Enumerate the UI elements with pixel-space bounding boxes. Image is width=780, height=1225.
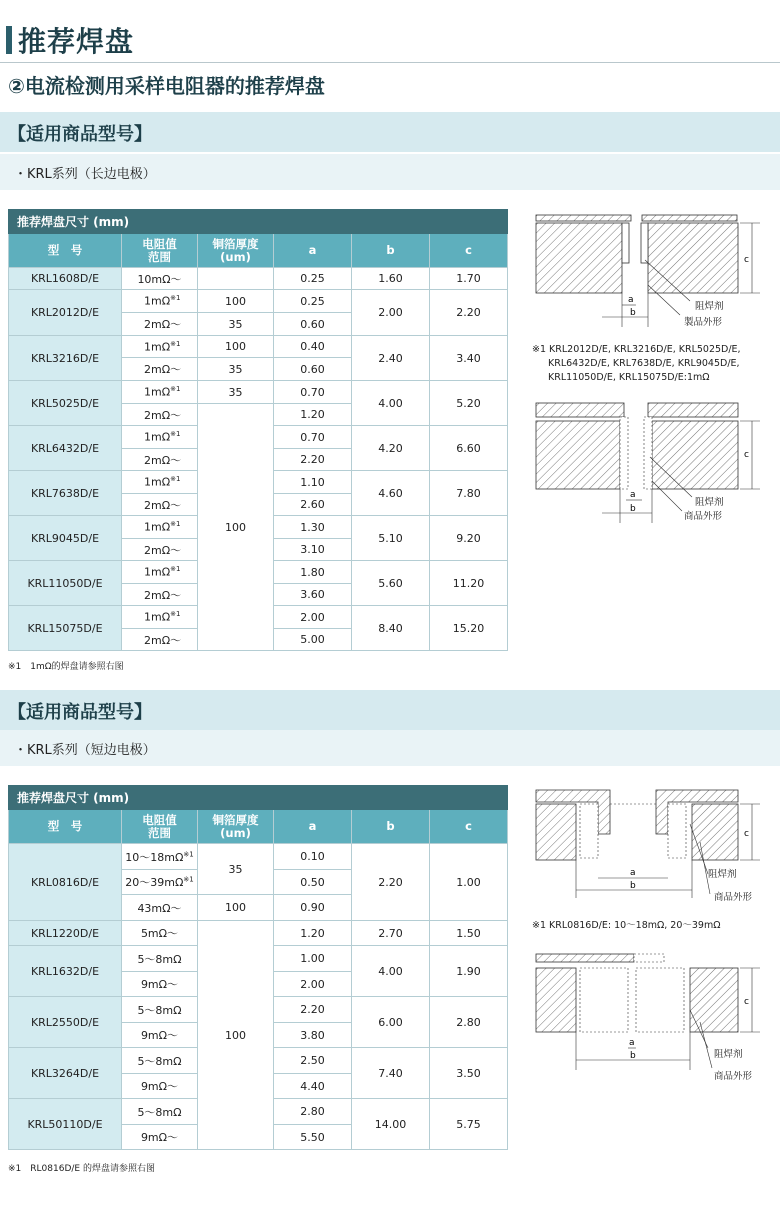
resistance-cell: $1m\Omega^{※1}$: [122, 471, 198, 494]
copper-cell: 100: [198, 895, 274, 921]
a-cell: 0.10: [274, 844, 352, 870]
b-cell: 5.10: [352, 516, 430, 561]
copper-cell: 100: [198, 404, 274, 651]
model-cell: KRL5025D/E: [9, 381, 122, 426]
copper-cell: 35: [198, 381, 274, 404]
resistance-cell: 9mΩ～: [122, 972, 198, 997]
resistance-cell: 5mΩ～: [122, 921, 198, 946]
c-cell: 5.75: [430, 1099, 508, 1150]
resistance-cell: 5～8mΩ: [122, 1048, 198, 1074]
outline-label: 商品外形: [714, 892, 753, 903]
resistance-cell: 2mΩ～: [122, 584, 198, 606]
footnote: ※1 1mΩ的焊盘请参照右图: [8, 662, 124, 672]
a-cell: 0.50: [274, 870, 352, 895]
model-cell: KRL50110D/E: [9, 1099, 122, 1150]
dim-b-label: b: [630, 1051, 636, 1061]
b-cell: 8.40: [352, 606, 430, 651]
header-b: b: [352, 234, 430, 268]
resistance-cell: $1m\Omega^{※1}$: [122, 336, 198, 358]
series-name: ・KRL系列（短边电极）: [14, 743, 156, 758]
copper-cell: 100: [198, 290, 274, 313]
resist-label: 阻焊剂: [695, 497, 724, 508]
resistance-cell: $1m\Omega^{※1}$: [122, 381, 198, 404]
a-cell: 2.00: [274, 606, 352, 629]
resistance-cell: 5～8mΩ: [122, 1099, 198, 1125]
c-cell: 1.50: [430, 921, 508, 946]
model-cell: KRL1220D/E: [9, 921, 122, 946]
diagram-note-line: ※1 KRL0816D/E: 10～18mΩ, 20～39mΩ: [532, 920, 721, 931]
a-cell: 0.90: [274, 895, 352, 921]
table-caption: 推荐焊盘尺寸 (mm): [9, 210, 508, 234]
outline-label: 製品外形: [684, 317, 723, 328]
resistance-cell: 9mΩ～: [122, 1023, 198, 1048]
c-cell: 15.20: [430, 606, 508, 651]
a-cell: 2.80: [274, 1099, 352, 1125]
pad-table-long: [8, 209, 508, 651]
b-cell: 4.60: [352, 471, 430, 516]
a-cell: 1.20: [274, 921, 352, 946]
header-resistance: 电阻值 范围: [122, 810, 198, 844]
resistance-cell: $1m\Omega^{※1}$: [122, 561, 198, 584]
title-accent-bar: [6, 26, 12, 54]
resistance-cell: $1m\Omega^{※1}$: [122, 516, 198, 539]
b-cell: 2.20: [352, 844, 430, 921]
resistance-cell: $1m\Omega^{※1}$: [122, 426, 198, 449]
resistance-cell: 2mΩ～: [122, 629, 198, 651]
model-cell: KRL6432D/E: [9, 426, 122, 471]
series-bar-2: [0, 730, 780, 766]
resistance-cell: 2mΩ～: [122, 404, 198, 426]
section-heading-2: [0, 690, 780, 730]
model-cell: KRL2550D/E: [9, 997, 122, 1048]
pad-diagram-long-2: [530, 395, 770, 525]
resistance-cell: 2mΩ～: [122, 358, 198, 381]
model-cell: KRL3264D/E: [9, 1048, 122, 1099]
model-cell: KRL3216D/E: [9, 336, 122, 381]
dim-c-label: c: [744, 255, 749, 265]
resistance-cell: $1m\Omega^{※1}$: [122, 290, 198, 313]
a-cell: 0.60: [274, 313, 352, 336]
copper-cell: 35: [198, 358, 274, 381]
header-copper: 铜箔厚度 (um): [198, 234, 274, 268]
series-name: ・KRL系列（长边电极）: [14, 167, 156, 182]
pad-diagram-short-1: [530, 782, 770, 902]
copper-cell: 100: [198, 336, 274, 358]
a-cell: 1.10: [274, 471, 352, 494]
a-cell: 0.40: [274, 336, 352, 358]
diagram-note-line: KRL11050D/E, KRL15075D/E:1mΩ: [548, 372, 710, 383]
model-cell: KRL1608D/E: [9, 268, 122, 290]
copper-cell: 100: [198, 921, 274, 1150]
b-cell: 7.40: [352, 1048, 430, 1099]
header-c: c: [430, 810, 508, 844]
resist-label: 阻焊剂: [708, 869, 737, 880]
diagram-note-line: KRL6432D/E, KRL7638D/E, KRL9045D/E,: [548, 358, 740, 369]
header-model: 型 号: [9, 810, 122, 844]
b-cell: 5.60: [352, 561, 430, 606]
model-cell: KRL7638D/E: [9, 471, 122, 516]
dim-a-label: a: [630, 868, 636, 878]
a-cell: 2.50: [274, 1048, 352, 1074]
b-cell: 2.00: [352, 290, 430, 336]
copper-cell: [198, 268, 274, 290]
header-b: b: [352, 810, 430, 844]
c-cell: 5.20: [430, 381, 508, 426]
a-cell: 3.80: [274, 1023, 352, 1048]
c-cell: 1.00: [430, 844, 508, 921]
dim-c-label: c: [744, 997, 749, 1007]
a-cell: 1.20: [274, 404, 352, 426]
table-caption: 推荐焊盘尺寸 (mm): [9, 786, 508, 810]
dim-c-label: c: [744, 829, 749, 839]
a-cell: 2.00: [274, 972, 352, 997]
b-cell: 4.20: [352, 426, 430, 471]
pad-table-short: [8, 785, 508, 1150]
dim-c-label: c: [744, 450, 749, 460]
a-cell: 1.30: [274, 516, 352, 539]
header-resistance: 电阻值 范围: [122, 234, 198, 268]
resistance-cell: $20\sim 39m\Omega^{※1}$: [122, 870, 198, 895]
b-cell: 4.00: [352, 946, 430, 997]
a-cell: 0.25: [274, 290, 352, 313]
resistance-cell: 2mΩ～: [122, 449, 198, 471]
series-bar-1: [0, 154, 780, 190]
dim-b-label: b: [630, 881, 636, 891]
c-cell: 1.90: [430, 946, 508, 997]
resistance-cell: $1m\Omega^{※1}$: [122, 606, 198, 629]
header-model: 型 号: [9, 234, 122, 268]
title-divider: [0, 62, 780, 63]
outline-label: 商品外形: [684, 511, 723, 522]
a-cell: 4.40: [274, 1074, 352, 1099]
resistance-cell: 2mΩ～: [122, 539, 198, 561]
model-cell: KRL11050D/E: [9, 561, 122, 606]
resistance-cell: 10mΩ～: [122, 268, 198, 290]
a-cell: 3.10: [274, 539, 352, 561]
a-cell: 1.80: [274, 561, 352, 584]
a-cell: 3.60: [274, 584, 352, 606]
c-cell: 7.80: [430, 471, 508, 516]
a-cell: 2.20: [274, 449, 352, 471]
pad-diagram-long-1: [530, 205, 770, 330]
resist-label: 阻焊剂: [695, 301, 724, 312]
a-cell: 5.00: [274, 629, 352, 651]
resist-label: 阻焊剂: [714, 1049, 743, 1060]
model-cell: KRL1632D/E: [9, 946, 122, 997]
c-cell: 1.70: [430, 268, 508, 290]
a-cell: 0.25: [274, 268, 352, 290]
resistance-cell: 9mΩ～: [122, 1074, 198, 1099]
page-subtitle: ②电流检测用采样电阻器的推荐焊盘: [8, 74, 325, 98]
a-cell: 0.60: [274, 358, 352, 381]
page-title: 推荐焊盘: [18, 25, 135, 58]
resistance-cell: 2mΩ～: [122, 494, 198, 516]
model-cell: KRL9045D/E: [9, 516, 122, 561]
dim-b-label: b: [630, 504, 636, 514]
a-cell: 5.50: [274, 1125, 352, 1150]
diagram-note-line: ※1 KRL2012D/E, KRL3216D/E, KRL5025D/E,: [532, 344, 741, 355]
dim-a-label: a: [630, 490, 636, 500]
dim-b-label: b: [630, 308, 636, 318]
c-cell: 6.60: [430, 426, 508, 471]
resistance-cell: 5～8mΩ: [122, 946, 198, 972]
resistance-cell: 5～8mΩ: [122, 997, 198, 1023]
section-heading-text: 【适用商品型号】: [8, 702, 152, 723]
dim-a-label: a: [629, 1038, 635, 1048]
outline-label: 商品外形: [714, 1071, 753, 1082]
c-cell: 2.80: [430, 997, 508, 1048]
resistance-cell: 43mΩ～: [122, 895, 198, 921]
c-cell: 3.50: [430, 1048, 508, 1099]
c-cell: 2.20: [430, 290, 508, 336]
a-cell: 0.70: [274, 381, 352, 404]
c-cell: 3.40: [430, 336, 508, 381]
b-cell: 4.00: [352, 381, 430, 426]
a-cell: 1.00: [274, 946, 352, 972]
copper-cell: 35: [198, 313, 274, 336]
resistance-cell: $10\sim 18m\Omega^{※1}$: [122, 844, 198, 870]
copper-cell: 35: [198, 844, 274, 895]
b-cell: 2.70: [352, 921, 430, 946]
section-heading-text: 【适用商品型号】: [8, 124, 152, 145]
c-cell: 9.20: [430, 516, 508, 561]
header-a: a: [274, 810, 352, 844]
model-cell: KRL0816D/E: [9, 844, 122, 921]
c-cell: 11.20: [430, 561, 508, 606]
a-cell: 2.20: [274, 997, 352, 1023]
header-c: c: [430, 234, 508, 268]
header-copper: 铜箔厚度 (um): [198, 810, 274, 844]
resistance-cell: 9mΩ～: [122, 1125, 198, 1150]
header-a: a: [274, 234, 352, 268]
footnote: ※1 RL0816D/E 的焊盘请参照右图: [8, 1164, 155, 1174]
a-cell: 0.70: [274, 426, 352, 449]
a-cell: 2.60: [274, 494, 352, 516]
model-cell: KRL15075D/E: [9, 606, 122, 651]
model-cell: KRL2012D/E: [9, 290, 122, 336]
b-cell: 14.00: [352, 1099, 430, 1150]
resistance-cell: 2mΩ～: [122, 313, 198, 336]
section-heading-1: [0, 112, 780, 152]
b-cell: 1.60: [352, 268, 430, 290]
dim-a-label: a: [628, 295, 634, 305]
b-cell: 6.00: [352, 997, 430, 1048]
b-cell: 2.40: [352, 336, 430, 381]
